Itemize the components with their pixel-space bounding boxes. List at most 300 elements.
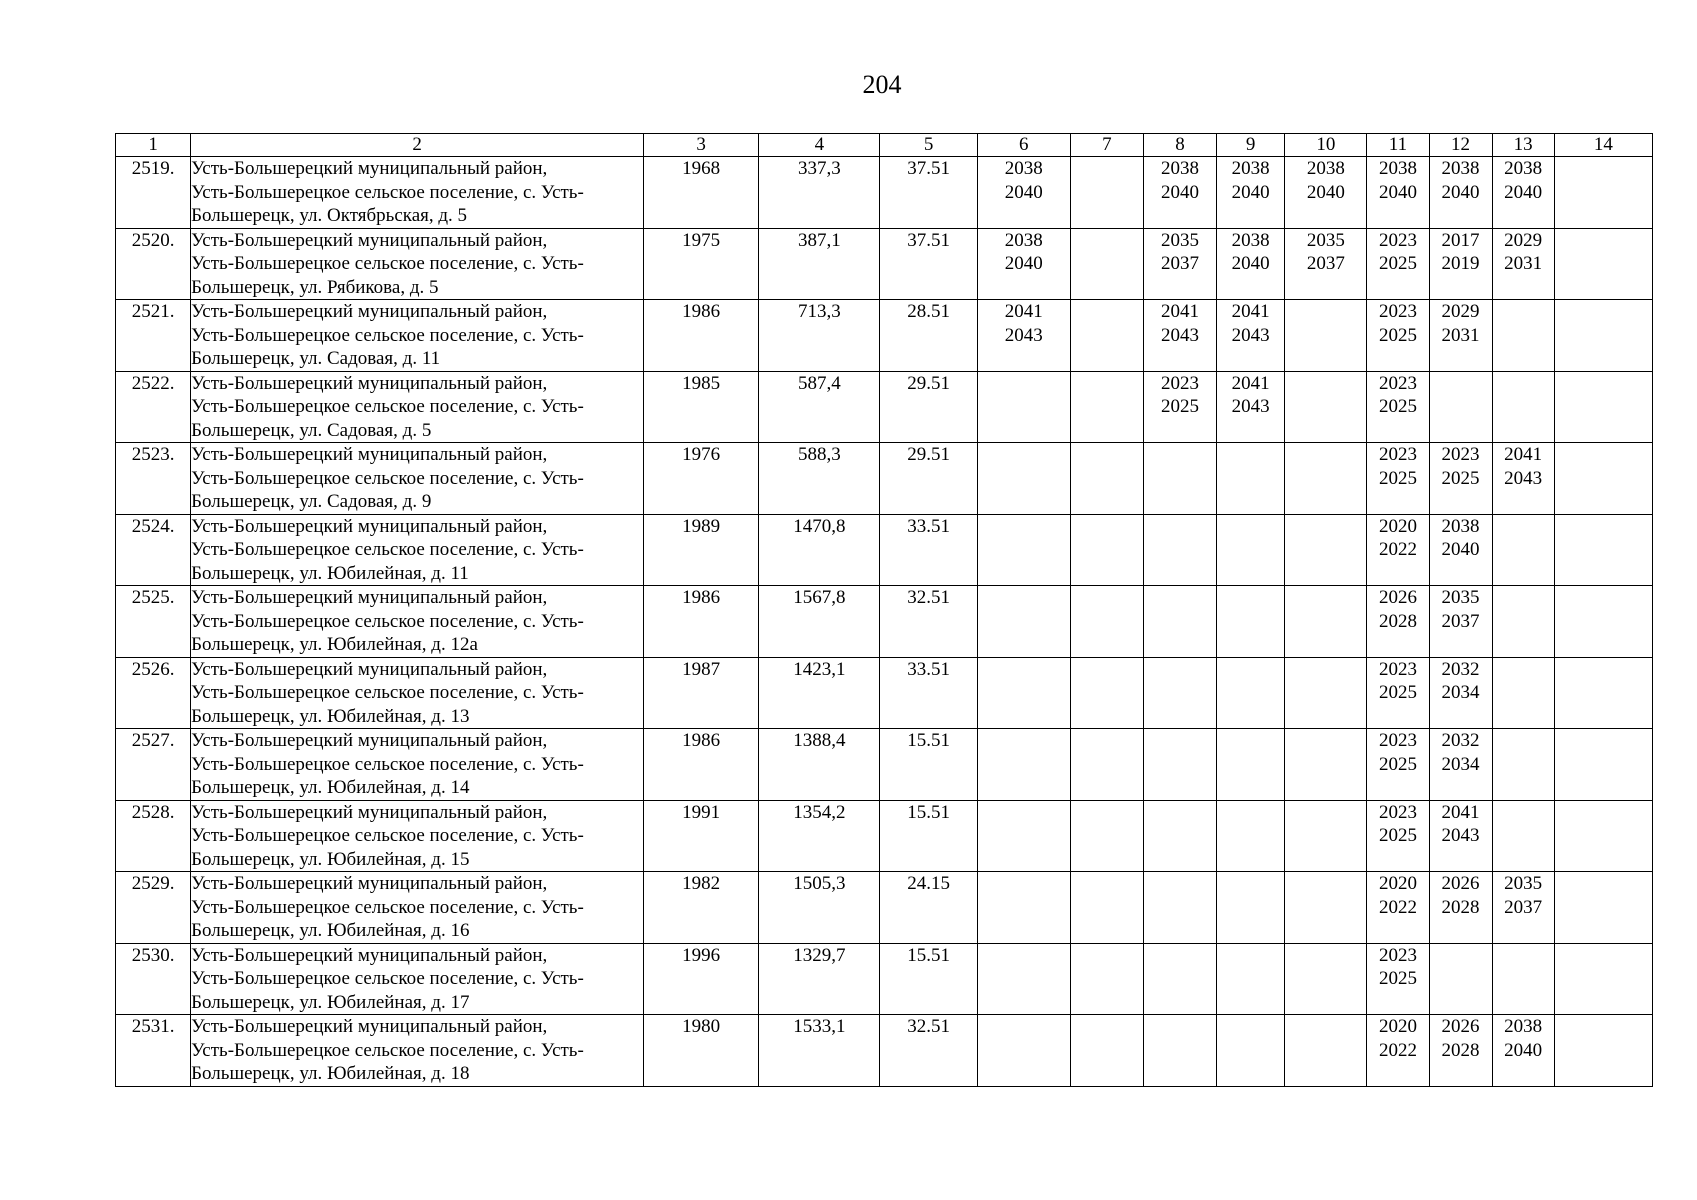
- period-year: 2043: [1231, 396, 1270, 417]
- code-cell: 29.51: [880, 443, 977, 515]
- period-cell-c14: [1554, 1015, 1652, 1087]
- period-cell-c8: [1143, 228, 1216, 300]
- period-cell-c11: [1367, 657, 1429, 729]
- column-number-row: [116, 134, 1653, 157]
- period-year: 2022: [1378, 539, 1417, 560]
- period-year: 2025: [1378, 682, 1417, 703]
- period-cell-c13: [1492, 157, 1554, 229]
- period-year: 2025: [1378, 324, 1417, 346]
- period-year: 2025: [1378, 968, 1417, 989]
- build-year-cell: 1986: [644, 300, 759, 372]
- period-cell-c14: [1554, 586, 1652, 658]
- build-year-cell: 1986: [644, 586, 759, 658]
- period-cell-c7: [1070, 943, 1143, 1015]
- period-cell-c7: [1070, 443, 1143, 515]
- period-cell-c14: [1554, 514, 1652, 586]
- period-cell-c6: [977, 371, 1070, 443]
- table-row: [116, 657, 1653, 729]
- period-cell-c10: [1285, 657, 1367, 729]
- row-number: 2521.: [116, 300, 191, 372]
- period-year: 2023: [1378, 301, 1417, 322]
- code-cell: 32.51: [880, 1015, 977, 1087]
- period-cell-c8: [1143, 443, 1216, 515]
- address-cell: [191, 228, 644, 300]
- address-line: Усть-Большерецкое сельское поселение, с. Усть-: [191, 682, 584, 703]
- period-cell-c11: [1367, 943, 1429, 1015]
- table-row: [116, 872, 1653, 944]
- period-year: 2038: [1231, 229, 1270, 251]
- period-cell-c6: [977, 872, 1070, 944]
- period-cell-c12: [1429, 371, 1492, 443]
- row-number: 2528.: [116, 800, 191, 872]
- period-year: 2040: [1004, 181, 1043, 203]
- period-cell-c8: [1143, 943, 1216, 1015]
- period-year: 2023: [1378, 372, 1417, 394]
- address-line: Усть-Большерецкий муниципальный район,: [191, 301, 548, 322]
- address-line: Усть-Большерецкое сельское поселение, с. Усть-: [191, 1039, 584, 1061]
- address-line: Усть-Большерецкий муниципальный район,: [191, 873, 548, 894]
- period-year: 2041: [1231, 301, 1270, 322]
- address-line: Усть-Большерецкий муниципальный район,: [191, 658, 548, 680]
- address-line: Большерецк, ул. Юбилейная, д. 14: [191, 777, 470, 798]
- address-line: Усть-Большерецкое сельское поселение, с. Усть-: [191, 610, 584, 632]
- period-year: 2022: [1378, 1039, 1417, 1061]
- period-cell-c10: [1285, 872, 1367, 944]
- period-cell-c7: [1070, 586, 1143, 658]
- code-cell: 32.51: [880, 586, 977, 658]
- period-year: 2038: [1378, 158, 1417, 179]
- period-cell-c6: [977, 586, 1070, 658]
- period-year: 2041: [1004, 301, 1043, 322]
- period-year: 2040: [1004, 253, 1043, 274]
- period-cell-c8: [1143, 1015, 1216, 1087]
- period-year: 2034: [1441, 682, 1480, 703]
- address-line: Большерецк, ул. Юбилейная, д. 18: [191, 1063, 470, 1084]
- period-year: 2022: [1378, 896, 1417, 918]
- period-cell-c6: [977, 657, 1070, 729]
- period-year: 2037: [1504, 896, 1543, 918]
- period-cell-c9: [1217, 872, 1285, 944]
- period-cell-c6: [977, 800, 1070, 872]
- period-year: 2038: [1441, 158, 1480, 179]
- area-cell: 587,4: [759, 371, 880, 443]
- build-year-cell: 1986: [644, 729, 759, 801]
- period-cell-c6: [977, 300, 1070, 372]
- code-cell: 37.51: [880, 157, 977, 229]
- table-row: [116, 300, 1653, 372]
- period-cell-c12: [1429, 657, 1492, 729]
- period-cell-c14: [1554, 657, 1652, 729]
- address-cell: [191, 157, 644, 229]
- period-cell-c7: [1070, 300, 1143, 372]
- period-year: 2040: [1231, 181, 1270, 203]
- period-cell-c11: [1367, 228, 1429, 300]
- period-year: 2035: [1161, 229, 1200, 251]
- address-line: Большерецк, ул. Юбилейная, д. 12а: [191, 634, 478, 655]
- column-header: 10: [1285, 134, 1367, 157]
- address-line: Усть-Большерецкий муниципальный район,: [191, 158, 548, 179]
- period-cell-c10: [1285, 228, 1367, 300]
- period-year: 2023: [1378, 801, 1417, 823]
- table-row: [116, 371, 1653, 443]
- period-year: 2029: [1504, 229, 1543, 251]
- period-year: 2040: [1161, 181, 1200, 203]
- period-cell-c9: [1217, 300, 1285, 372]
- period-year: 2038: [1231, 158, 1270, 179]
- address-line: Усть-Большерецкое сельское поселение, с. Усть-: [191, 253, 584, 274]
- period-cell-c6: [977, 729, 1070, 801]
- period-year: 2020: [1378, 1016, 1417, 1037]
- address-cell: [191, 371, 644, 443]
- table-row: [116, 586, 1653, 658]
- period-cell-c10: [1285, 443, 1367, 515]
- column-header: 6: [977, 134, 1070, 157]
- address-cell: [191, 800, 644, 872]
- column-header: 14: [1554, 134, 1652, 157]
- period-year: 2025: [1378, 253, 1417, 274]
- area-cell: 588,3: [759, 443, 880, 515]
- area-cell: 1505,3: [759, 872, 880, 944]
- area-cell: 713,3: [759, 300, 880, 372]
- period-year: 2043: [1231, 324, 1270, 346]
- period-cell-c8: [1143, 514, 1216, 586]
- period-cell-c12: [1429, 729, 1492, 801]
- period-cell-c9: [1217, 443, 1285, 515]
- period-year: 2043: [1004, 324, 1043, 346]
- period-year: 2043: [1504, 467, 1543, 489]
- column-header: 3: [644, 134, 759, 157]
- period-cell-c13: [1492, 943, 1554, 1015]
- address-line: Усть-Большерецкий муниципальный район,: [191, 372, 548, 394]
- period-year: 2031: [1441, 324, 1480, 346]
- column-header: 11: [1367, 134, 1429, 157]
- period-cell-c11: [1367, 514, 1429, 586]
- address-line: Большерецк, ул. Юбилейная, д. 16: [191, 920, 470, 941]
- period-year: 2025: [1378, 753, 1417, 775]
- period-year: 2029: [1441, 301, 1480, 322]
- column-header: 1: [116, 134, 191, 157]
- period-year: 2017: [1441, 229, 1480, 251]
- address-line: Усть-Большерецкий муниципальный район,: [191, 229, 548, 251]
- address-cell: [191, 729, 644, 801]
- period-year: 2023: [1378, 444, 1417, 465]
- period-cell-c8: [1143, 157, 1216, 229]
- period-cell-c14: [1554, 157, 1652, 229]
- period-cell-c13: [1492, 657, 1554, 729]
- row-number: 2519.: [116, 157, 191, 229]
- period-cell-c13: [1492, 1015, 1554, 1087]
- period-year: 2025: [1441, 467, 1480, 489]
- code-cell: 15.51: [880, 800, 977, 872]
- address-cell: [191, 443, 644, 515]
- period-cell-c11: [1367, 300, 1429, 372]
- area-cell: 1329,7: [759, 943, 880, 1015]
- period-cell-c12: [1429, 443, 1492, 515]
- period-year: 2038: [1504, 1016, 1543, 1037]
- address-line: Большерецк, ул. Юбилейная, д. 13: [191, 705, 470, 727]
- period-cell-c8: [1143, 872, 1216, 944]
- table-row: [116, 157, 1653, 229]
- code-cell: 33.51: [880, 514, 977, 586]
- period-year: 2040: [1504, 1039, 1543, 1061]
- period-year: 2034: [1441, 753, 1480, 775]
- period-cell-c13: [1492, 443, 1554, 515]
- period-cell-c7: [1070, 514, 1143, 586]
- period-year: 2041: [1441, 801, 1480, 823]
- period-cell-c8: [1143, 586, 1216, 658]
- row-number: 2527.: [116, 729, 191, 801]
- period-year: 2035: [1504, 873, 1543, 894]
- table-row: [116, 514, 1653, 586]
- area-cell: 1388,4: [759, 729, 880, 801]
- period-cell-c9: [1217, 371, 1285, 443]
- period-cell-c7: [1070, 800, 1143, 872]
- address-line: Большерецк, ул. Рябикова, д. 5: [191, 276, 439, 298]
- period-year: 2023: [1441, 444, 1480, 465]
- code-cell: 29.51: [880, 371, 977, 443]
- period-year: 2023: [1378, 730, 1417, 751]
- address-line: Усть-Большерецкое сельское поселение, с. Усть-: [191, 968, 584, 989]
- area-cell: 387,1: [759, 228, 880, 300]
- period-cell-c9: [1217, 729, 1285, 801]
- page-number: 204: [862, 70, 902, 99]
- period-cell-c7: [1070, 228, 1143, 300]
- period-cell-c8: [1143, 371, 1216, 443]
- period-year: 2038: [1504, 158, 1543, 179]
- period-cell-c12: [1429, 228, 1492, 300]
- build-year-cell: 1987: [644, 657, 759, 729]
- period-cell-c10: [1285, 371, 1367, 443]
- address-cell: [191, 657, 644, 729]
- period-year: 2032: [1441, 730, 1480, 751]
- period-cell-c9: [1217, 586, 1285, 658]
- column-header: 2: [191, 134, 644, 157]
- area-cell: 1354,2: [759, 800, 880, 872]
- period-year: 2028: [1378, 610, 1417, 632]
- address-cell: [191, 586, 644, 658]
- period-year: 2020: [1378, 515, 1417, 537]
- period-cell-c9: [1217, 657, 1285, 729]
- period-cell-c6: [977, 157, 1070, 229]
- period-cell-c9: [1217, 943, 1285, 1015]
- address-line: Усть-Большерецкое сельское поселение, с. Усть-: [191, 896, 584, 918]
- address-line: Усть-Большерецкое сельское поселение, с. Усть-: [191, 825, 584, 846]
- period-year: 2041: [1161, 301, 1200, 322]
- period-cell-c6: [977, 1015, 1070, 1087]
- period-cell-c10: [1285, 943, 1367, 1015]
- period-cell-c9: [1217, 228, 1285, 300]
- period-cell-c11: [1367, 443, 1429, 515]
- row-number: 2526.: [116, 657, 191, 729]
- address-line: Усть-Большерецкое сельское поселение, с. Усть-: [191, 324, 584, 346]
- period-year: 2040: [1441, 539, 1480, 560]
- period-cell-c14: [1554, 300, 1652, 372]
- period-year: 2043: [1441, 825, 1480, 846]
- period-cell-c7: [1070, 657, 1143, 729]
- period-cell-c10: [1285, 514, 1367, 586]
- address-line: Усть-Большерецкий муниципальный район,: [191, 1016, 548, 1037]
- period-cell-c11: [1367, 800, 1429, 872]
- period-cell-c13: [1492, 371, 1554, 443]
- address-cell: [191, 300, 644, 372]
- period-cell-c13: [1492, 586, 1554, 658]
- period-year: 2023: [1378, 658, 1417, 680]
- period-cell-c12: [1429, 800, 1492, 872]
- period-year: 2032: [1441, 658, 1480, 680]
- period-cell-c13: [1492, 228, 1554, 300]
- period-year: 2026: [1441, 1016, 1480, 1037]
- column-header: 9: [1217, 134, 1285, 157]
- code-cell: 24.15: [880, 872, 977, 944]
- register-table: [115, 133, 1653, 1087]
- period-cell-c11: [1367, 586, 1429, 658]
- period-cell-c8: [1143, 300, 1216, 372]
- period-cell-c8: [1143, 729, 1216, 801]
- address-line: Большерецк, ул. Юбилейная, д. 11: [191, 562, 469, 584]
- period-cell-c13: [1492, 300, 1554, 372]
- period-cell-c14: [1554, 872, 1652, 944]
- area-cell: 1423,1: [759, 657, 880, 729]
- period-cell-c14: [1554, 443, 1652, 515]
- build-year-cell: 1980: [644, 1015, 759, 1087]
- build-year-cell: 1976: [644, 443, 759, 515]
- period-cell-c10: [1285, 300, 1367, 372]
- code-cell: 28.51: [880, 300, 977, 372]
- table-row: [116, 228, 1653, 300]
- period-year: 2023: [1378, 944, 1417, 966]
- column-header: 8: [1143, 134, 1216, 157]
- address-cell: [191, 514, 644, 586]
- period-year: 2025: [1161, 396, 1200, 417]
- address-line: Большерецк, ул. Октябрьская, д. 5: [191, 205, 468, 226]
- table-row: [116, 1015, 1653, 1087]
- period-year: 2040: [1504, 181, 1543, 203]
- period-year: 2038: [1306, 158, 1345, 179]
- row-number: 2529.: [116, 872, 191, 944]
- period-cell-c10: [1285, 1015, 1367, 1087]
- period-cell-c10: [1285, 157, 1367, 229]
- row-number: 2531.: [116, 1015, 191, 1087]
- period-cell-c13: [1492, 872, 1554, 944]
- column-header: 5: [880, 134, 977, 157]
- code-cell: 15.51: [880, 943, 977, 1015]
- period-year: 2041: [1231, 372, 1270, 394]
- table-row: [116, 943, 1653, 1015]
- build-year-cell: 1982: [644, 872, 759, 944]
- period-year: 2041: [1504, 444, 1543, 465]
- period-cell-c6: [977, 228, 1070, 300]
- address-line: Усть-Большерецкий муниципальный район,: [191, 730, 548, 751]
- period-cell-c11: [1367, 729, 1429, 801]
- period-cell-c8: [1143, 800, 1216, 872]
- code-cell: 37.51: [880, 228, 977, 300]
- period-year: 2040: [1441, 181, 1480, 203]
- row-number: 2530.: [116, 943, 191, 1015]
- address-line: Усть-Большерецкий муниципальный район,: [191, 444, 548, 465]
- period-year: 2037: [1161, 253, 1200, 274]
- period-year: 2023: [1378, 229, 1417, 251]
- period-cell-c7: [1070, 157, 1143, 229]
- column-header: 7: [1070, 134, 1143, 157]
- address-line: Усть-Большерецкое сельское поселение, с. Усть-: [191, 539, 584, 560]
- period-year: 2020: [1378, 873, 1417, 894]
- period-year: 2023: [1161, 372, 1200, 394]
- address-cell: [191, 1015, 644, 1087]
- period-cell-c13: [1492, 729, 1554, 801]
- period-year: 2037: [1441, 610, 1480, 632]
- period-cell-c9: [1217, 1015, 1285, 1087]
- area-cell: 1567,8: [759, 586, 880, 658]
- build-year-cell: 1989: [644, 514, 759, 586]
- period-cell-c9: [1217, 157, 1285, 229]
- period-cell-c12: [1429, 157, 1492, 229]
- build-year-cell: 1968: [644, 157, 759, 229]
- address-line: Усть-Большерецкое сельское поселение, с. Усть-: [191, 753, 584, 775]
- code-cell: 33.51: [880, 657, 977, 729]
- address-line: Большерецк, ул. Садовая, д. 9: [191, 491, 432, 512]
- period-cell-c7: [1070, 729, 1143, 801]
- period-cell-c14: [1554, 228, 1652, 300]
- address-cell: [191, 943, 644, 1015]
- period-year: 2037: [1306, 253, 1345, 274]
- period-cell-c14: [1554, 371, 1652, 443]
- row-number: 2524.: [116, 514, 191, 586]
- address-line: Усть-Большерецкий муниципальный район,: [191, 801, 548, 823]
- period-year: 2025: [1378, 396, 1417, 417]
- address-line: Усть-Большерецкое сельское поселение, с. Усть-: [191, 396, 584, 417]
- period-cell-c12: [1429, 943, 1492, 1015]
- row-number: 2525.: [116, 586, 191, 658]
- period-year: 2038: [1161, 158, 1200, 179]
- period-year: 2028: [1441, 896, 1480, 918]
- period-year: 2026: [1441, 873, 1480, 894]
- period-year: 2038: [1441, 515, 1480, 537]
- period-cell-c14: [1554, 943, 1652, 1015]
- address-line: Большерецк, ул. Садовая, д. 5: [191, 419, 432, 441]
- period-cell-c6: [977, 943, 1070, 1015]
- period-cell-c12: [1429, 1015, 1492, 1087]
- period-cell-c10: [1285, 800, 1367, 872]
- code-cell: 15.51: [880, 729, 977, 801]
- period-cell-c8: [1143, 657, 1216, 729]
- period-cell-c6: [977, 514, 1070, 586]
- period-year: 2028: [1441, 1039, 1480, 1061]
- period-cell-c9: [1217, 514, 1285, 586]
- period-year: 2026: [1378, 587, 1417, 608]
- period-cell-c10: [1285, 586, 1367, 658]
- address-line: Большерецк, ул. Юбилейная, д. 15: [191, 848, 470, 870]
- row-number: 2523.: [116, 443, 191, 515]
- period-year: 2031: [1504, 253, 1543, 274]
- address-line: Усть-Большерецкий муниципальный район,: [191, 587, 548, 608]
- row-number: 2522.: [116, 371, 191, 443]
- period-year: 2038: [1004, 229, 1043, 251]
- period-cell-c6: [977, 443, 1070, 515]
- period-cell-c13: [1492, 800, 1554, 872]
- address-cell: [191, 872, 644, 944]
- period-year: 2035: [1441, 587, 1480, 608]
- area-cell: 1470,8: [759, 514, 880, 586]
- area-cell: 337,3: [759, 157, 880, 229]
- column-header: 13: [1492, 134, 1554, 157]
- period-cell-c7: [1070, 371, 1143, 443]
- build-year-cell: 1991: [644, 800, 759, 872]
- period-year: 2019: [1441, 253, 1480, 274]
- address-line: Усть-Большерецкий муниципальный район,: [191, 515, 548, 537]
- period-cell-c7: [1070, 872, 1143, 944]
- address-line: Большерецк, ул. Юбилейная, д. 17: [191, 991, 470, 1013]
- table-row: [116, 729, 1653, 801]
